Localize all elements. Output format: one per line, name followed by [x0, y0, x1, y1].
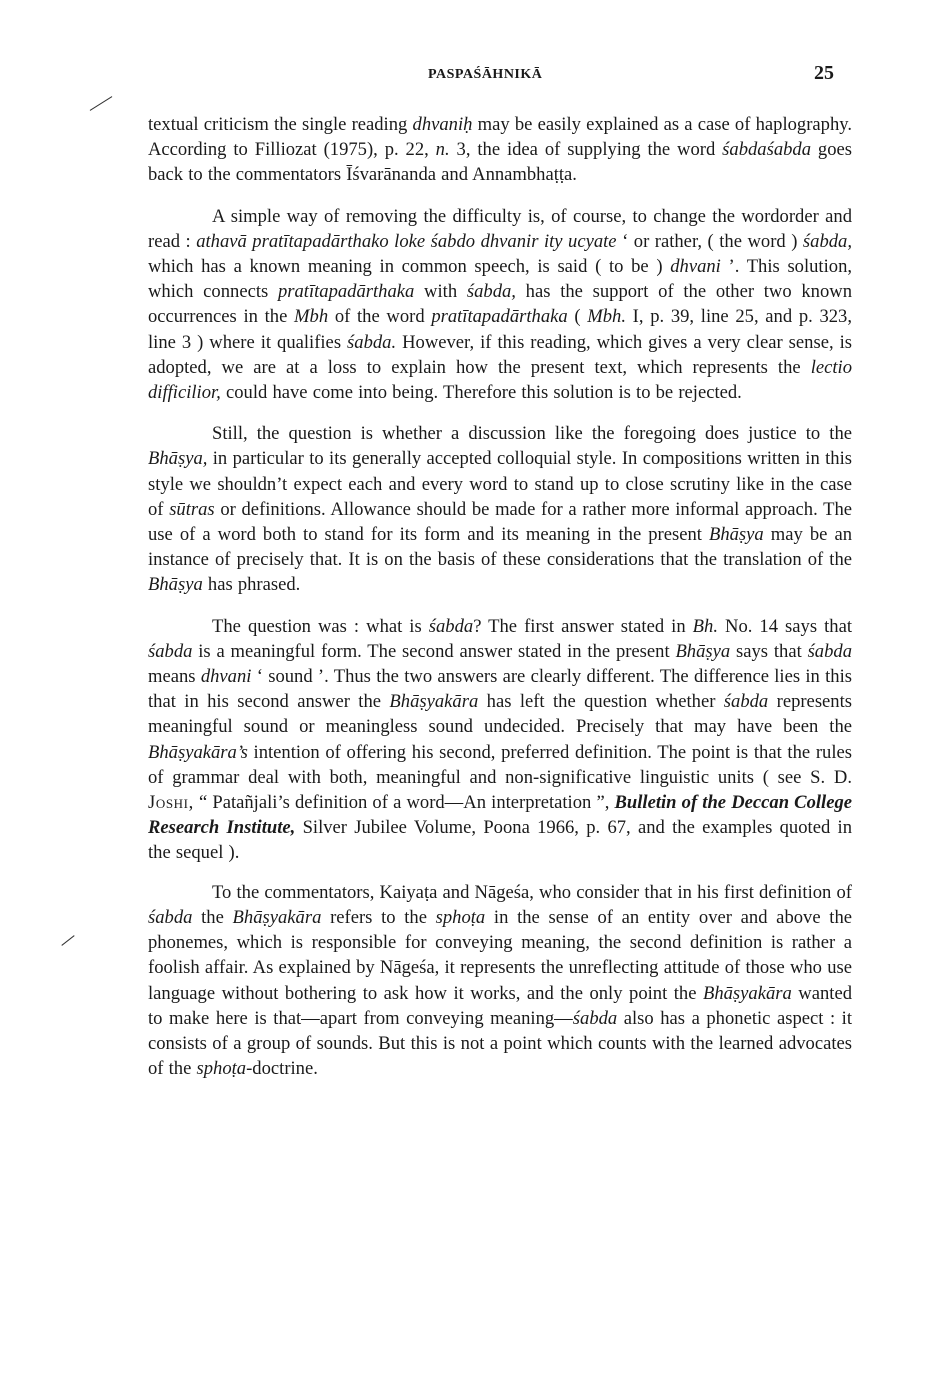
paragraph-3: Still, the question is whether a discussion like the foregoing does justice to the Bhāṣya, in particular to its generally accepted colloquial style. In compositions written in this style we shouldn’t expect each and every word to stand up to close scrutiny like in the case of sūtras or definitions. Allowance should be made for a rather more informal approach. The use of a word both to stand for its form and its meaning in the present Bhāṣya may be an instance of precisely that. It is on the basis of these considerations that the translation of the Bhāṣya has phrased. [148, 423, 853, 596]
body-text [148, 112, 852, 1081]
page-number: 25 [814, 62, 834, 84]
running-title: PASPAŚĀHNIKĀ [428, 67, 543, 82]
paragraph-2: A simple way of removing the difficulty is, of course, to change the wordorder and read : athavā pratītapadārthako loke śabdo dhvanir ity ucyate ‘ or rather, ( the word ) śabda, which has a known meaning in common speech, is said ( to be ) dhvani ’. This solution, which connects pratītapadārthaka with śabda, has the support of the other two known occurrences in the Mbh of the word pratītapadārthaka ( Mbh. I, p. 39, line 25, and p. 323, line 3 ) where it qualifies śabda. However, if this reading, which gives a very clear sense, is adopted, we are at a loss to explain how the present text, which represents the lectio difficilior, could have come into being. Therefore this solution is to be rejected. [148, 205, 853, 404]
paragraph-5: To the commentators, Kaiyaṭa and Nāgeśa, who consider that in his first definition of śabda the Bhāṣyakāra refers to the sphoṭa in the sense of an entity over and above the phonemes, which is responsible for conveying meaning, the second definition is rather a foolish affair. As explained by Nāgeśa, it represents the unreflecting attitude of those who use language without bothering to ask how it works, and the only point the Bhāṣyakāra wanted to make here is that—apart from conveying meaning—śabda also has a phonetic aspect : it consists of a group of sounds. But this is not a point which counts with the learned advocates of the sphoṭa-doctrine. [148, 881, 852, 1080]
margin-pen-mark [61, 935, 74, 946]
margin-pen-mark [90, 96, 113, 111]
paragraph-4: The question was : what is śabda? The first answer stated in Bh. No. 14 says that śabda is a meaningful form. The second answer stated in the present Bhāṣya says that śabda means dhvani ‘ sound ’. Thus the two answers are clearly different. The difference lies in this that in his second answer the Bhāṣyakāra has left the question whether śabda represents meaningful sound or meaningless sound undecided. Precisely that may have been the Bhāṣyakāra’s intention of offering his second, preferred definition. The point is that the rules of grammar deal with both, meaningful and non-significative linguistic units ( see S. D. Joshi, “ Patañjali’s definition of a word—An interpretation ”, Bulletin of the Deccan College Research Institute, Silver Jubilee Volume, Poona 1966, p. 67, and the examples quoted in the sequel ). [148, 615, 853, 864]
paragraph-1: textual criticism the single reading dhvaniḥ may be easily explained as a case of haplography. According to Filliozat (1975), p. 22, n. 3, the idea of supplying the word śabdaśabda goes back to the commentators Īśvarānanda and Annambhaṭṭa. [148, 114, 852, 186]
